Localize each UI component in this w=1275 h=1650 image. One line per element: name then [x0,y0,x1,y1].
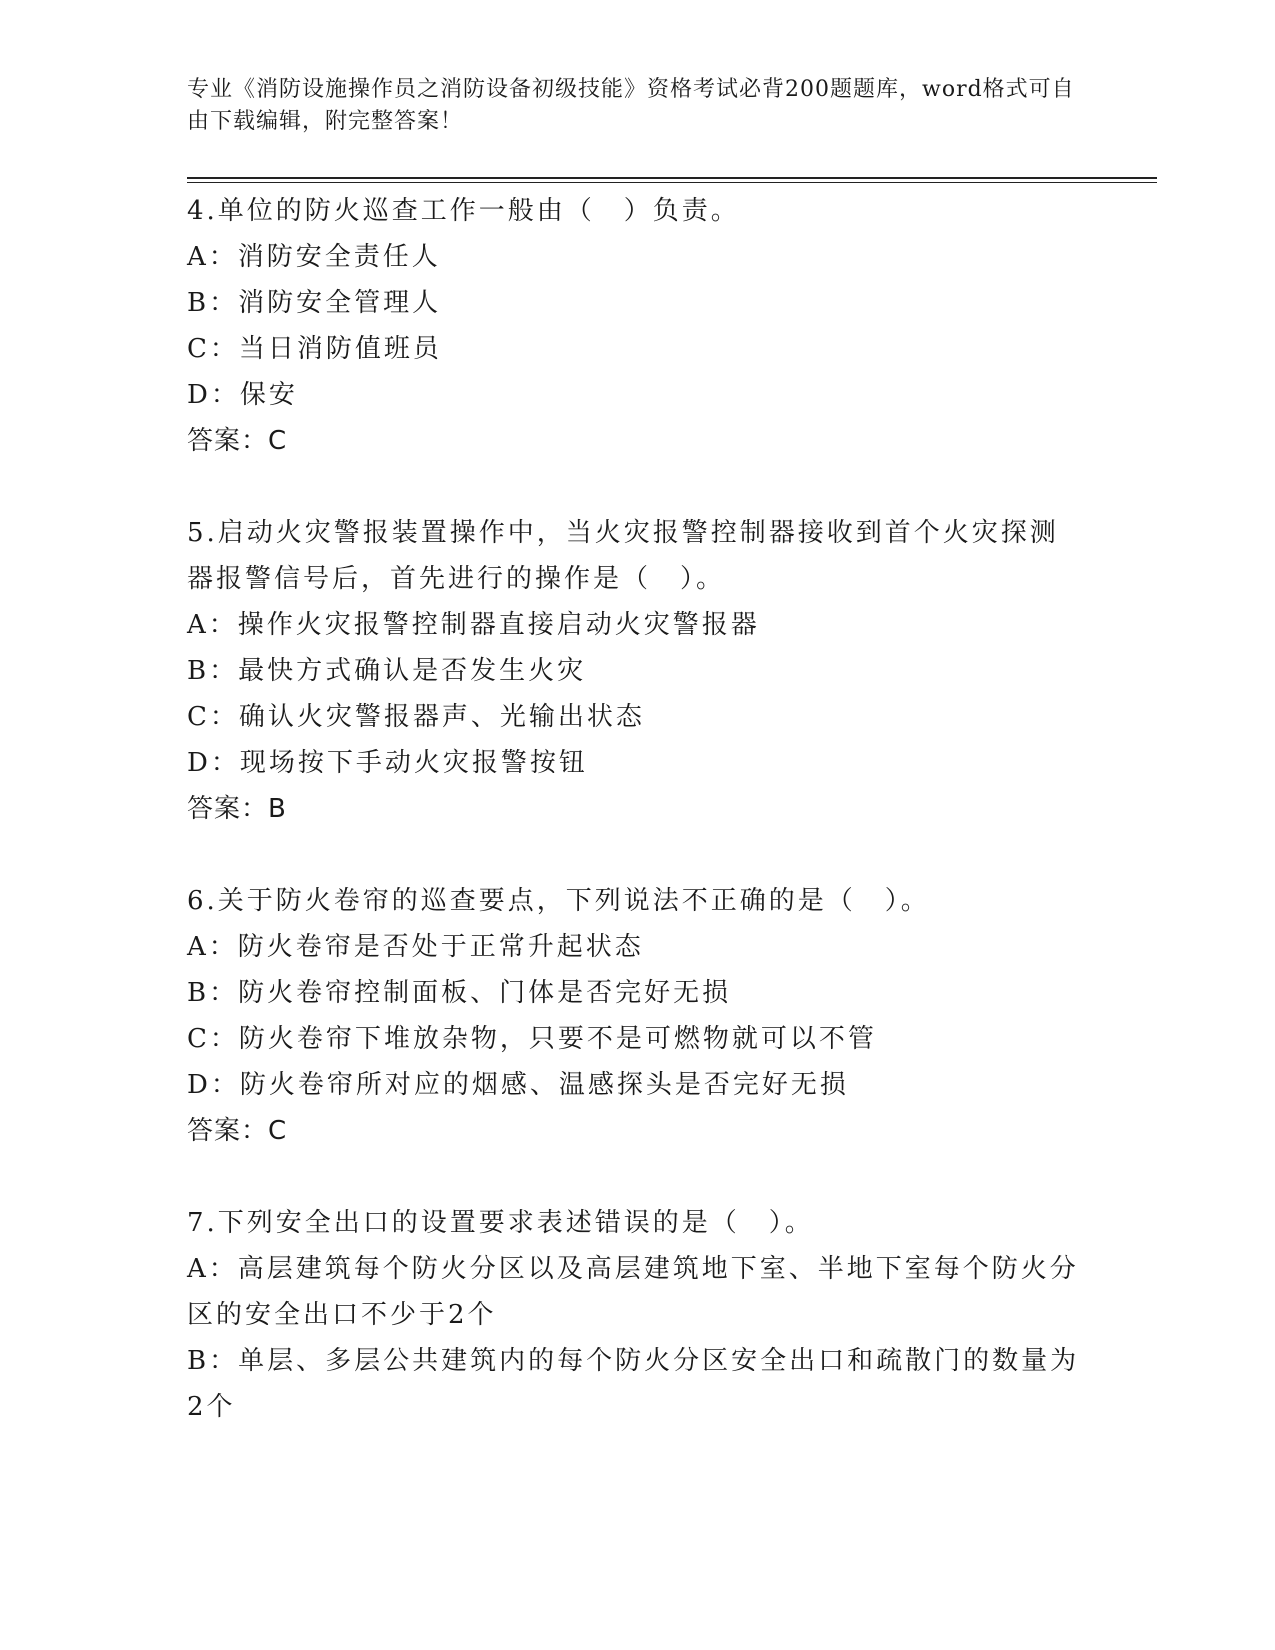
option-d: D：防火卷帘所对应的烟感、温感探头是否完好无损 [187,1070,849,1100]
question-6 [187,878,1087,1154]
question-stem: 5.启动火灾警报装置操作中，当火灾报警控制器接收到首个火灾探测器报警信号后，首先进行的操作是（ ）。 [187,518,1059,594]
question-4 [187,188,1087,464]
document-header: 专业《消防设施操作员之消防设备初级技能》资格考试必背200题题库，word格式可自由下载编辑，附完整答案！ [187,77,1075,134]
header-divider [187,177,1157,179]
option-a: A：高层建筑每个防火分区以及高层建筑地下室、半地下室每个防火分区的安全出口不少于2个 [187,1254,1079,1330]
question-list [187,188,1087,1476]
option-c: C：防火卷帘下堆放杂物，只要不是可燃物就可以不管 [187,1024,877,1054]
option-b: B：防火卷帘控制面板、门体是否完好无损 [187,978,732,1008]
question-5 [187,510,1087,832]
option-a: A：消防安全责任人 [187,242,441,272]
question-stem: 6.关于防火卷帘的巡查要点，下列说法不正确的是（ ）。 [187,886,930,916]
option-d: D：现场按下手动火灾报警按钮 [187,748,588,778]
option-a: A：防火卷帘是否处于正常升起状态 [187,932,644,962]
answer: 答案：B [187,794,287,824]
option-b: B：最快方式确认是否发生火灾 [187,656,587,686]
question-stem: 7.下列安全出口的设置要求表述错误的是（ ）。 [187,1208,814,1238]
option-c: C：确认火灾警报器声、光输出状态 [187,702,645,732]
option-a: A：操作火灾报警控制器直接启动火灾警报器 [187,610,760,640]
question-7 [187,1200,1087,1430]
option-b: B：单层、多层公共建筑内的每个防火分区安全出口和疏散门的数量为2个 [187,1346,1080,1422]
option-c: C：当日消防值班员 [187,334,442,364]
option-d: D：保安 [187,380,298,410]
question-stem: 4.单位的防火巡查工作一般由（ ）负责。 [187,196,740,226]
header-divider-thin [187,182,1157,183]
answer: 答案：C [187,426,288,456]
answer: 答案：C [187,1116,288,1146]
option-b: B：消防安全管理人 [187,288,442,318]
